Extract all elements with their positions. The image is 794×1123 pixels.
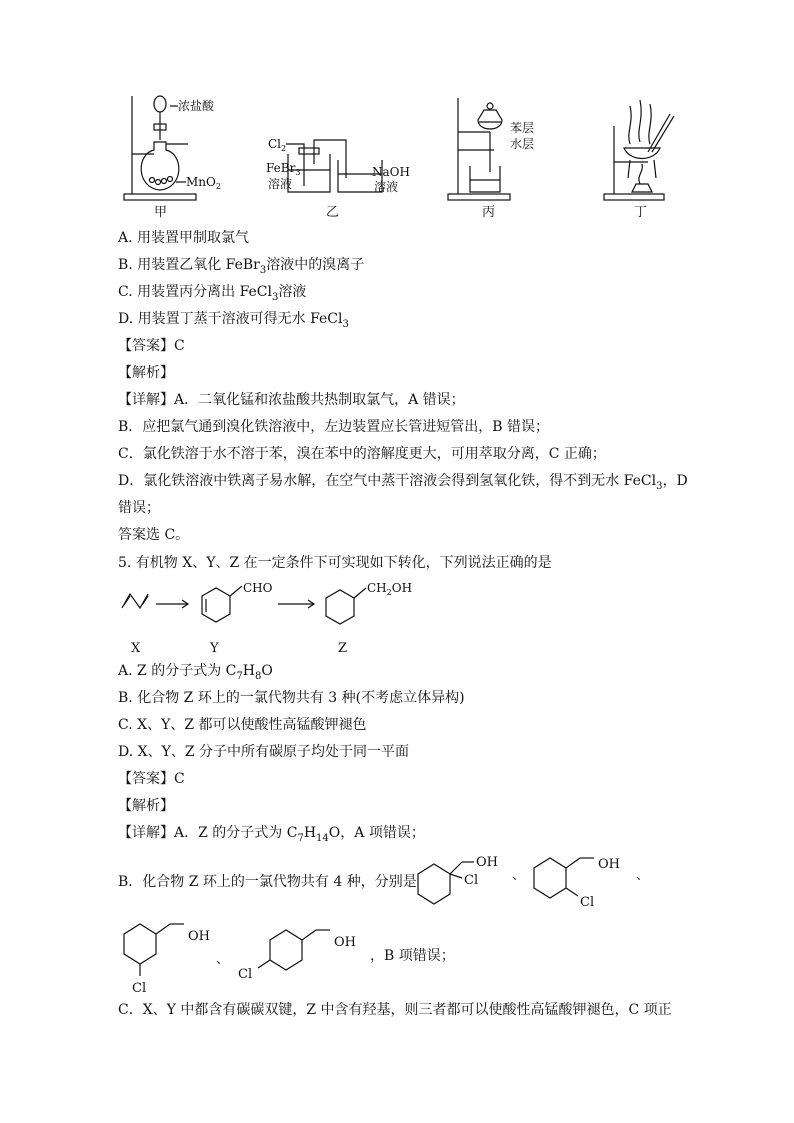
q5-option-a: A. Z 的分子式为 $C_7H_8O$ — [118, 663, 273, 682]
q4-option-a: A. 用装置甲制取氯气 — [118, 230, 250, 246]
caption-yi: 乙 — [326, 205, 340, 220]
label-y: Y — [210, 641, 219, 656]
q4-explain-d-cont: 错误； — [118, 500, 160, 516]
caption-bing: 丙 — [482, 205, 496, 220]
jia-reagent-2: MnO$_2$ — [186, 175, 221, 191]
z-ch2oh-label: $CH_2OH$ — [367, 581, 413, 597]
q4-answer: 【答案】C — [118, 338, 185, 354]
apparatus-bing — [448, 98, 510, 200]
q4-explain-d: D．氯化铁溶液中铁离子易水解，在空气中蒸干溶液会得到氢氧化铁，得不到无水 FeCl$_3$，D — [118, 473, 688, 492]
q5-stem: 5. 有机物 X、Y、Z 在一定条件下可实现如下转化，下列说法正确的是 — [118, 555, 552, 571]
label-x: X — [131, 641, 141, 656]
apparatus-figure — [118, 92, 698, 222]
svg-text:Cl: Cl — [580, 895, 595, 910]
caption-ding: 丁 — [634, 205, 648, 220]
chloro-isomer-2 — [526, 846, 636, 916]
q5-option-d: D. X、Y、Z 分子中所有碳原子均处于同一平面 — [118, 744, 410, 760]
cyclohexane-ring — [326, 590, 354, 624]
q5-explain-b: B．化合物 Z 环上的一氯代物共有 4 种，分别是 — [118, 874, 417, 890]
apparatus-yi — [286, 140, 382, 192]
svg-text:Cl: Cl — [464, 873, 479, 888]
q5-option-b: B. 化合物 Z 环上的一氯代物共有 3 种(不考虑立体异构) — [118, 690, 465, 706]
q4-explain-c: C．氯化铁溶于水不溶于苯，溴在苯中的溶解度更大，可用萃取分离，C 正确； — [118, 446, 606, 462]
q4-explain-a: 【详解】A．二氧化锰和浓盐酸共热制取氯气，A 错误； — [118, 392, 465, 408]
separator: 、 — [216, 952, 230, 967]
yi-right-solution-1: NaOH — [372, 165, 410, 179]
separator: 、 — [636, 868, 650, 883]
q4-option-d: D. 用装置丁蒸干溶液可得无水 FeCl$_3$ — [118, 311, 349, 330]
q4-final-answer: 答案选 C。 — [118, 527, 190, 543]
svg-text:OH: OH — [476, 855, 498, 870]
caption-jia: 甲 — [154, 205, 168, 220]
q5-explain-a: 【详解】A．Z 的分子式为 $C_7H_{14}O$，A 项错误； — [118, 825, 425, 844]
chloro-isomer-4 — [236, 920, 366, 990]
svg-text:OH: OH — [188, 929, 210, 944]
yi-left-solution-1: FeBr$_3$ — [266, 161, 301, 177]
q5-explain-b-tail: ，B 项错误； — [370, 948, 455, 964]
chloro-isomer-1 — [410, 846, 510, 916]
yi-gas-label: $Cl_2$ — [268, 137, 287, 153]
q4-option-b: B. 用装置乙氧化 FeBr$_3$溶液中的溴离子 — [118, 257, 365, 276]
bing-layer-top: 苯层 — [510, 121, 535, 135]
y-cho-label: CHO — [243, 581, 273, 595]
bing-layer-bottom: 水层 — [510, 137, 535, 151]
q4-analysis-label: 【解析】 — [118, 365, 174, 381]
separator: 、 — [512, 868, 526, 883]
q4-explain-b: B．应把氯气通到溴化铁溶液中，左边装置应长管进短管出，B 错误； — [118, 419, 550, 435]
yi-right-solution-2: 溶液 — [374, 180, 399, 194]
svg-text:Cl: Cl — [132, 981, 147, 996]
q5-option-c: C. X、Y、Z 都可以使酸性高锰酸钾褪色 — [118, 717, 367, 733]
q5-reaction-scheme — [118, 574, 438, 658]
svg-text:OH: OH — [334, 935, 356, 950]
svg-text:Cl: Cl — [238, 967, 253, 982]
chloro-isomer-3 — [118, 920, 218, 996]
svg-text:OH: OH — [598, 857, 620, 872]
q5-analysis-label: 【解析】 — [118, 798, 174, 814]
q4-option-c: C. 用装置丙分离出 FeCl$_3$溶液 — [118, 284, 307, 303]
label-z: Z — [338, 641, 348, 656]
q5-explain-c: C．X、Y 中都含有碳碳双键，Z 中含有羟基，则三者都可以使酸性高锰酸钾褪色，C 项正 — [118, 1002, 672, 1018]
jia-reagent-1: 浓盐酸 — [178, 99, 215, 113]
yi-left-solution-2: 溶液 — [268, 177, 293, 191]
apparatus-ding — [604, 100, 674, 200]
q5-answer: 【答案】C — [118, 771, 185, 787]
